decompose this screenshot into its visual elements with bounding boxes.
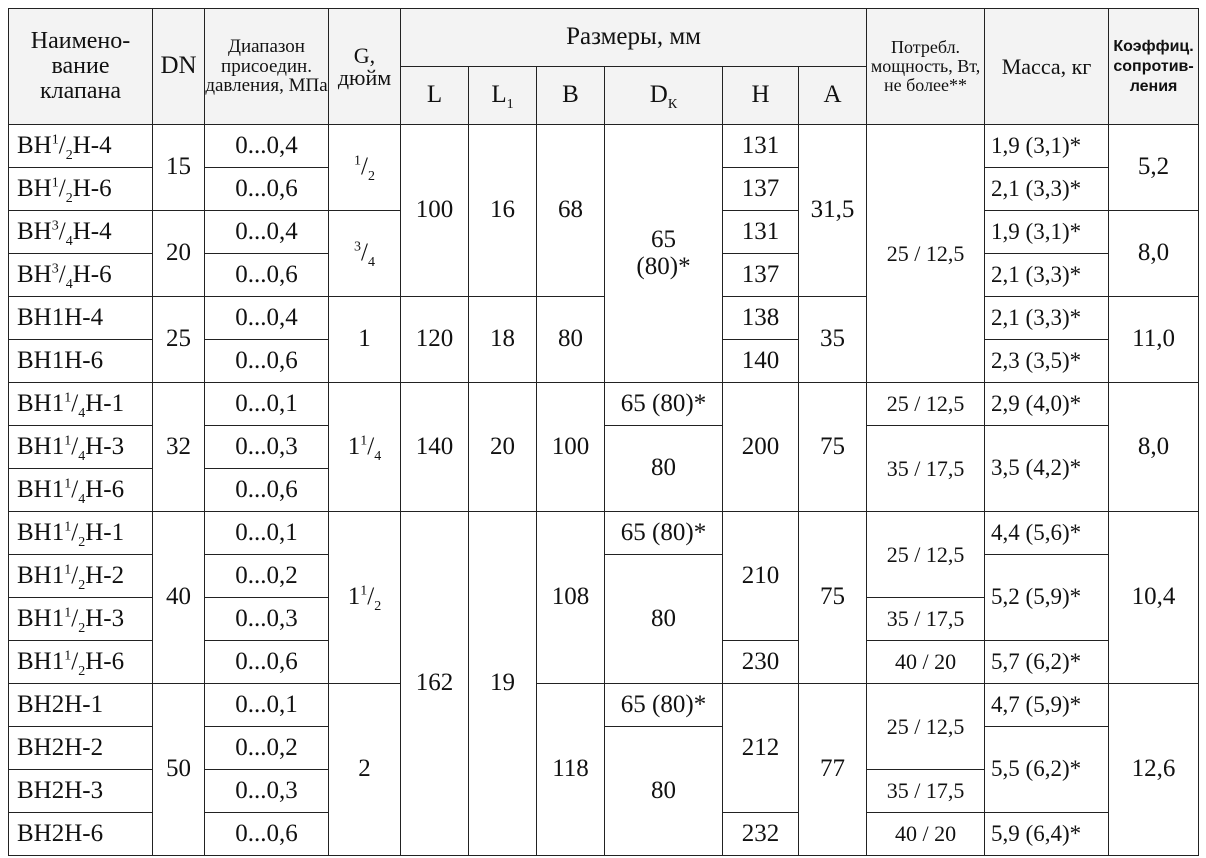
mass-cell: 2,1 (3,3)* — [985, 168, 1109, 211]
range-cell: 0...0,1 — [205, 512, 329, 555]
header-H: H — [723, 67, 799, 125]
valve-name: $ВН^1/_2Н-4$ — [9, 125, 153, 168]
L-cell: 162 — [401, 512, 469, 856]
B-cell: 100 — [537, 383, 605, 512]
g-cell: 1 — [329, 297, 401, 383]
mass-cell: 2,3 (3,5)* — [985, 340, 1109, 383]
coef-cell: 10,4 — [1109, 512, 1199, 684]
coef-cell: 12,6 — [1109, 684, 1199, 856]
H-cell: 140 — [723, 340, 799, 383]
dn-cell: 50 — [153, 684, 205, 856]
valve-name: $ВН1^1/_4Н-3$ — [9, 426, 153, 469]
power-cell: 25 / 12,5 — [867, 383, 985, 426]
range-cell: 0...0,3 — [205, 426, 329, 469]
mass-cell: 5,9 (6,4)* — [985, 813, 1109, 856]
range-cell: 0...0,6 — [205, 168, 329, 211]
mass-cell: 5,2 (5,9)* — [985, 555, 1109, 641]
H-cell: 138 — [723, 297, 799, 340]
mass-cell: 2,1 (3,3)* — [985, 297, 1109, 340]
power-cell: 25 / 12,5 — [867, 512, 985, 598]
range-cell: 0...0,4 — [205, 125, 329, 168]
mass-cell: 1,9 (3,1)* — [985, 211, 1109, 254]
power-cell: 35 / 17,5 — [867, 598, 985, 641]
power-cell: 35 / 17,5 — [867, 770, 985, 813]
table-row — [9, 125, 1199, 168]
mass-cell: 2,9 (4,0)* — [985, 383, 1109, 426]
DK-cell: 80 — [605, 555, 723, 684]
H-cell: 131 — [723, 125, 799, 168]
header-power: Потребл. мощность, Вт, не более** — [867, 9, 985, 125]
header-coef: Коэффиц. сопротив-ления — [1109, 9, 1199, 125]
dn-cell: 20 — [153, 211, 205, 297]
L1-cell: 16 — [469, 125, 537, 297]
header-B: B — [537, 67, 605, 125]
mass-cell: 5,5 (6,2)* — [985, 727, 1109, 813]
coef-cell: 11,0 — [1109, 297, 1199, 383]
L1-cell: 20 — [469, 383, 537, 512]
valve-name: $ВН1^1/_4Н-1$ — [9, 383, 153, 426]
header-sizes: Размеры, мм — [401, 9, 867, 67]
valve-name: $ВН^3/_4Н-6$ — [9, 254, 153, 297]
header-name: Наимено-вание клапана — [9, 9, 153, 125]
A-cell: 35 — [799, 297, 867, 383]
valve-name: $ВН1^1/_2Н-6$ — [9, 641, 153, 684]
DK-cell: 65 (80)* — [605, 383, 723, 426]
B-cell: 80 — [537, 297, 605, 383]
A-cell: 75 — [799, 512, 867, 684]
range-cell: 0...0,6 — [205, 813, 329, 856]
DK-cell: 65 (80)* — [605, 512, 723, 555]
valve-name: $ВН1^1/_2Н-2$ — [9, 555, 153, 598]
dn-cell: 32 — [153, 383, 205, 512]
range-cell: 0...0,6 — [205, 254, 329, 297]
DK-cell: 65 (80)* — [605, 684, 723, 727]
range-cell: 0...0,1 — [205, 684, 329, 727]
mass-cell: 2,1 (3,3)* — [985, 254, 1109, 297]
dn-cell: 40 — [153, 512, 205, 684]
valve-name: $ВН1^1/_4Н-6$ — [9, 469, 153, 512]
header-A: A — [799, 67, 867, 125]
valve-name: ВН2Н-1 — [9, 684, 153, 727]
power-cell: 25 / 12,5 — [867, 684, 985, 770]
A-cell: 31,5 — [799, 125, 867, 297]
power-cell: 40 / 20 — [867, 813, 985, 856]
DK-cell: 65 (80)* — [605, 125, 723, 383]
header-DK: $D_К$ — [605, 67, 723, 125]
coef-cell: 5,2 — [1109, 125, 1199, 211]
DK-cell: 80 — [605, 727, 723, 856]
g-cell: $^1/_2$ — [329, 125, 401, 211]
mass-cell: 4,4 (5,6)* — [985, 512, 1109, 555]
header-mass: Масса, кг — [985, 9, 1109, 125]
header-L1: $L_1$ — [469, 67, 537, 125]
range-cell: 0...0,3 — [205, 598, 329, 641]
range-cell: 0...0,3 — [205, 770, 329, 813]
valve-name: $ВН^1/_2Н-6$ — [9, 168, 153, 211]
mass-cell: 4,7 (5,9)* — [985, 684, 1109, 727]
coef-cell: 8,0 — [1109, 211, 1199, 297]
table-row — [9, 383, 1199, 426]
L1-cell: 18 — [469, 297, 537, 383]
power-cell: 35 / 17,5 — [867, 426, 985, 512]
range-cell: 0...0,4 — [205, 211, 329, 254]
A-cell: 75 — [799, 383, 867, 512]
header-dn: DN — [153, 9, 205, 125]
H-cell: 200 — [723, 383, 799, 512]
range-cell: 0...0,6 — [205, 340, 329, 383]
header-range: Диапазон присоедин. давления, МПа — [205, 9, 329, 125]
mass-cell: 1,9 (3,1)* — [985, 125, 1109, 168]
A-cell: 77 — [799, 684, 867, 856]
B-cell: 118 — [537, 684, 605, 856]
mass-cell: 5,7 (6,2)* — [985, 641, 1109, 684]
valve-specs-table — [8, 8, 1199, 856]
g-cell: $^3/_4$ — [329, 211, 401, 297]
g-cell: $1^1/_2$ — [329, 512, 401, 684]
valve-name: ВН1Н-6 — [9, 340, 153, 383]
valve-name: $ВН1^1/_2Н-1$ — [9, 512, 153, 555]
range-cell: 0...0,2 — [205, 555, 329, 598]
coef-cell: 8,0 — [1109, 383, 1199, 512]
range-cell: 0...0,4 — [205, 297, 329, 340]
mass-cell: 3,5 (4,2)* — [985, 426, 1109, 512]
H-cell: 210 — [723, 512, 799, 641]
L-cell: 140 — [401, 383, 469, 512]
header-L: L — [401, 67, 469, 125]
H-cell: 230 — [723, 641, 799, 684]
valve-name: $ВН1^1/_2Н-3$ — [9, 598, 153, 641]
dn-cell: 15 — [153, 125, 205, 211]
B-cell: 68 — [537, 125, 605, 297]
range-cell: 0...0,6 — [205, 641, 329, 684]
power-cell: 40 / 20 — [867, 641, 985, 684]
H-cell: 137 — [723, 254, 799, 297]
valve-name: ВН2Н-3 — [9, 770, 153, 813]
B-cell: 108 — [537, 512, 605, 684]
range-cell: 0...0,2 — [205, 727, 329, 770]
range-cell: 0...0,6 — [205, 469, 329, 512]
valve-name: ВН1Н-4 — [9, 297, 153, 340]
valve-name: $ВН^3/_4Н-4$ — [9, 211, 153, 254]
table-row — [9, 684, 1199, 727]
table-row — [9, 297, 1199, 340]
range-cell: 0...0,1 — [205, 383, 329, 426]
L-cell: 100 — [401, 125, 469, 297]
table-row — [9, 512, 1199, 555]
header-g: G, дюйм — [329, 9, 401, 125]
DK-cell: 80 — [605, 426, 723, 512]
H-cell: 137 — [723, 168, 799, 211]
g-cell: $1^1/_4$ — [329, 383, 401, 512]
L1-cell: 19 — [469, 512, 537, 856]
valve-name: ВН2Н-2 — [9, 727, 153, 770]
H-cell: 232 — [723, 813, 799, 856]
H-cell: 212 — [723, 684, 799, 813]
H-cell: 131 — [723, 211, 799, 254]
dn-cell: 25 — [153, 297, 205, 383]
power-cell: 25 / 12,5 — [867, 125, 985, 383]
valve-name: ВН2Н-6 — [9, 813, 153, 856]
L-cell: 120 — [401, 297, 469, 383]
g-cell: 2 — [329, 684, 401, 856]
